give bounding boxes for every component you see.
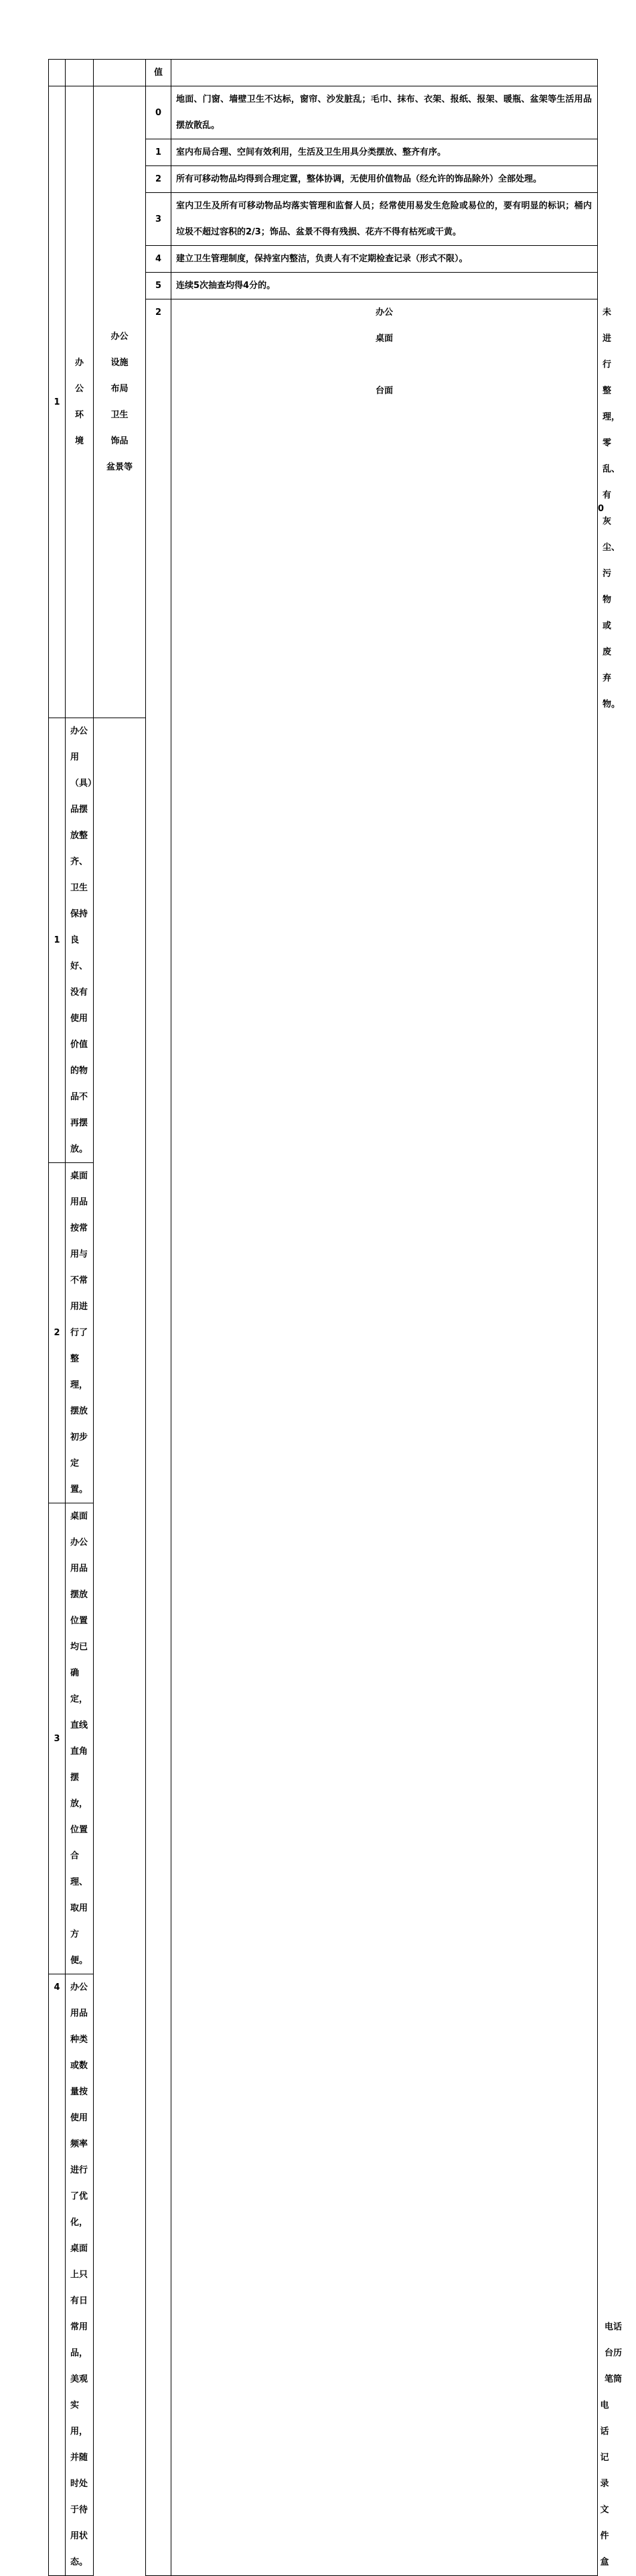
score-cell: 1: [146, 139, 171, 166]
criteria-cell: 办公用（具）品摆放整齐、卫生保持良好、没有使用价值的物品不再摆放。: [66, 718, 94, 1163]
score-cell: 4: [49, 1974, 66, 2576]
table-row: 2 办公 桌面 台面 电 话 台 历 笔 筒 电话记录 文件盒 0 未进行整理，零乱、有灰尘、污物或废弃物。: [49, 299, 598, 718]
section-number: 2: [146, 299, 171, 2576]
header-cell-no: [49, 60, 66, 86]
criteria-cell: 建立卫生管理制度，保持室内整洁，负责人有不定期检查记录（形式不限）。: [171, 246, 598, 273]
section-items: 办公 设施 布局 卫生 饰品 盆景等: [94, 86, 146, 718]
criteria-cell: 室内卫生及所有可移动物品均落实管理和监督人员；经常使用易发生危险或易位的，要有明显的标识；桶内垃圾不超过容积的2/3；饰品、盆景不得有残损、花卉不得有枯死或干黄。: [171, 193, 598, 246]
score-cell: 3: [49, 1503, 66, 1974]
section-number: 1: [49, 86, 66, 718]
header-cell-category: [66, 60, 94, 86]
score-cell: 1: [49, 718, 66, 1163]
criteria-cell: 室内布局合理、空间有效利用，生活及卫生用具分类摆放、整齐有序。: [171, 139, 598, 166]
criteria-cell: 桌面办公用品摆放位置均已确定，直线直角摆放，位置合理、取用方便。: [66, 1503, 94, 1974]
table-row: [49, 86, 598, 139]
section-category: 办 公 环 境: [66, 86, 94, 718]
section-category: 办公 桌面 台面: [171, 299, 598, 2576]
score-cell: 4: [146, 246, 171, 273]
criteria-cell: 地面、门窗、墙壁卫生不达标，窗帘、沙发脏乱；毛巾、抹布、衣架、报纸、报架、暖瓶、盆架等生活用品摆放散乱。: [171, 86, 598, 139]
score-cell: 2: [146, 166, 171, 193]
criteria-cell: 连续5次抽查均得4分的。: [171, 273, 598, 299]
score-cell: 0: [146, 86, 171, 139]
criteria-cell: 办公用品种类或数量按使用频率进行了优化，桌面上只有日常用品，美观实用，并随时处于待用状态。: [66, 1974, 94, 2576]
header-cell-standard: [171, 60, 598, 86]
score-cell: 2: [49, 1163, 66, 1503]
header-cell-item: [94, 60, 146, 86]
table-header-row: [49, 60, 598, 86]
criteria-cell: 桌面用品按常用与不常用进行了整理，摆放初步定置。: [66, 1163, 94, 1503]
score-cell: 3: [146, 193, 171, 246]
criteria-cell: 所有可移动物品均得到合理定置，整体协调，无使用价值物品（经允许的饰品除外）全部处理。: [171, 166, 598, 193]
score-cell: 5: [146, 273, 171, 299]
header-cell-score: 值: [146, 60, 171, 86]
evaluation-table: [48, 59, 623, 2576]
